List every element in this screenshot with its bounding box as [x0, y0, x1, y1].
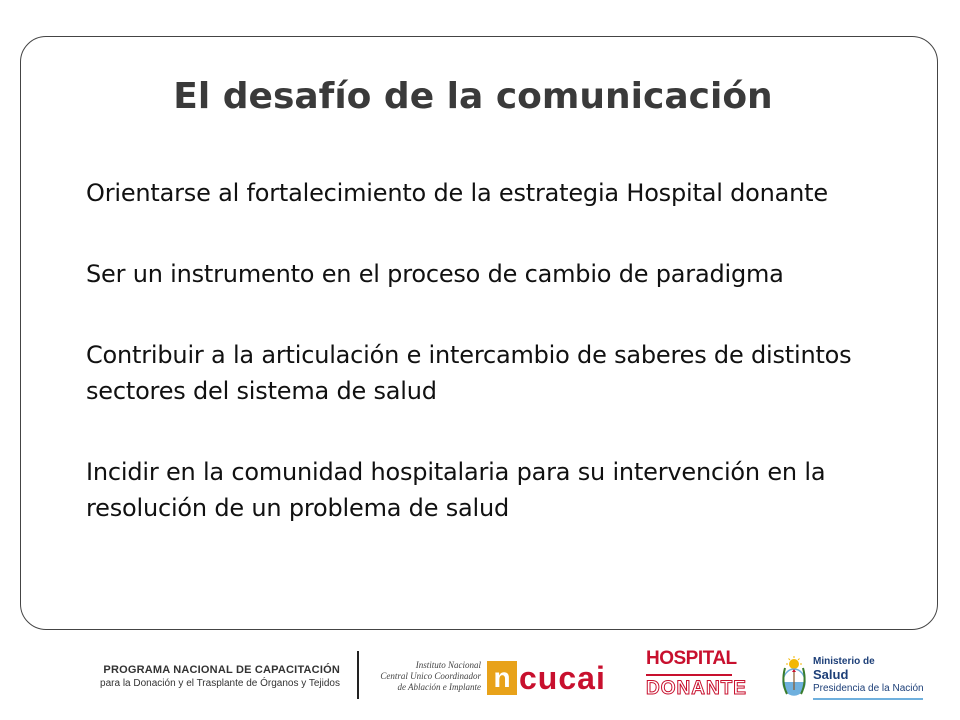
- bullet-item: Contribuir a la articulación e intercambio de saberes de distintos sectores del sistema de salud: [86, 341, 852, 405]
- bullet-item: Incidir en la comunidad hospitalaria para su intervención en la resolución de un problema de salud: [86, 458, 826, 522]
- hospital-donante-line1: HOSPITAL: [646, 648, 737, 669]
- incucai-line: Instituto Nacional: [415, 660, 481, 670]
- argentina-crest-icon: [779, 656, 809, 696]
- bullet-item: Orientarse al fortalecimiento de la estrategia Hospital donante: [86, 179, 828, 207]
- incucai-wordmark-text: cucai: [519, 660, 606, 696]
- footer-program-block: [40, 664, 340, 689]
- hospital-donante-line2: DONANTE: [646, 674, 732, 702]
- ministerio-text: [813, 656, 924, 696]
- program-subtitle: para la Donación y el Trasplante de Órganos y Tejidos: [100, 678, 340, 689]
- ministerio-line1: Ministerio de: [813, 656, 875, 667]
- incucai-wordmark: [487, 660, 617, 696]
- bullet-item: Ser un instrumento en el proceso de cambio de paradigma: [86, 260, 784, 288]
- ministerio-salud-logo: [779, 654, 925, 702]
- incucai-logo: [365, 654, 620, 704]
- ministerio-line2: Salud: [813, 667, 849, 682]
- footer-divider: [357, 651, 359, 699]
- incucai-line: Central Unico Coordinador: [380, 671, 481, 681]
- incucai-line: de Ablación e Implante: [397, 682, 481, 692]
- incucai-n-mark: n: [487, 661, 517, 695]
- bullet-list: [86, 175, 886, 571]
- hospital-donante-logo: [646, 648, 747, 706]
- ministerio-accent-bar: [813, 698, 923, 700]
- ministerio-line3: Presidencia de la Nación: [813, 683, 924, 694]
- incucai-descriptor: [365, 660, 481, 693]
- slide-title: El desafío de la comunicación: [173, 76, 773, 117]
- program-name: PROGRAMA NACIONAL DE CAPACITACIÓN: [103, 664, 340, 676]
